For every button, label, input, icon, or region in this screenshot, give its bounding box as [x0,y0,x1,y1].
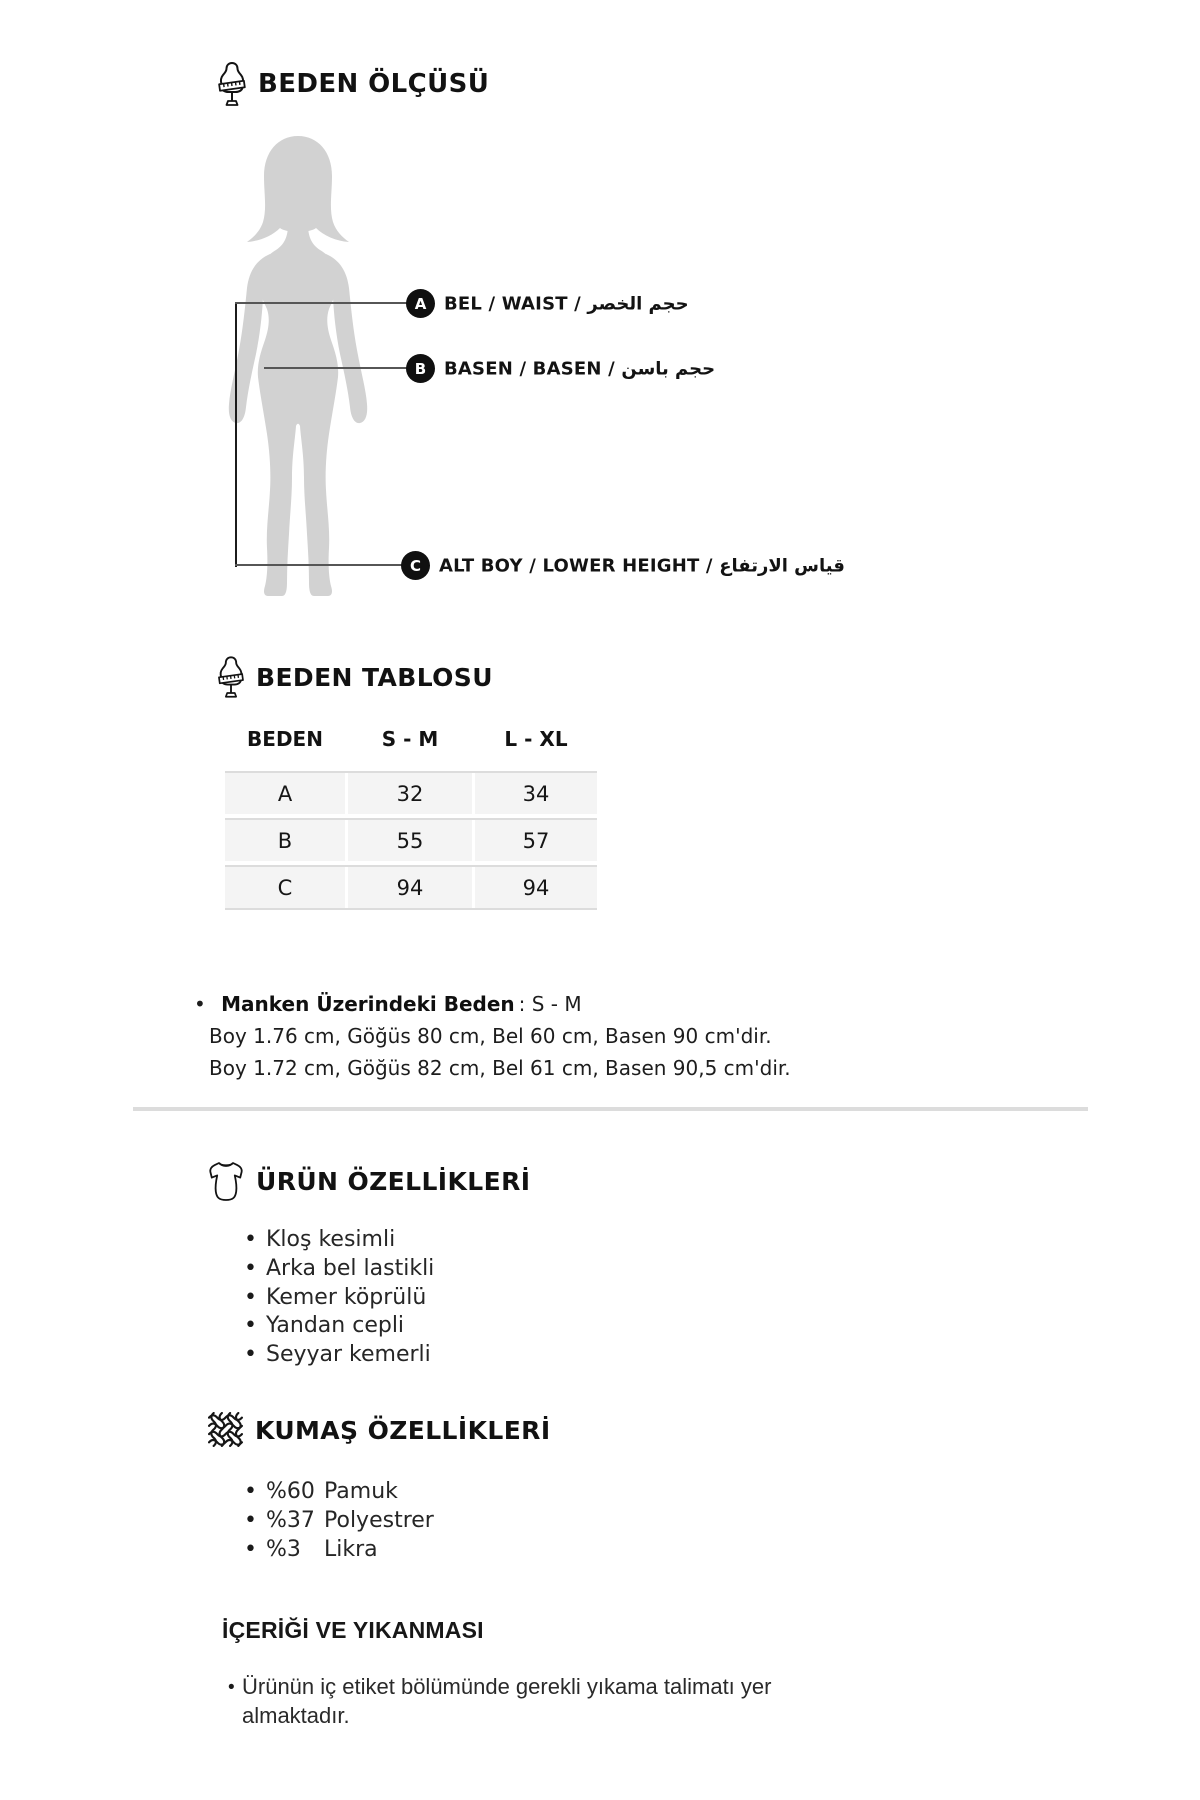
care-instructions: • Ürünün iç etiket bölümünde gerekli yıkama talimatı yer almaktadır. [228,1672,882,1730]
product-features-list [244,1226,434,1370]
table-row [225,865,597,910]
body-silhouette [200,130,396,600]
fabric-percent: %3 [266,1537,301,1562]
mannequin-icon [216,61,248,108]
table-row [225,818,597,861]
list-item: • Kemer köprülü [244,1284,434,1313]
list-item: • Yandan cepli [244,1312,434,1341]
tshirt-icon [206,1160,246,1202]
size-table [225,722,597,914]
row-label: B [225,820,345,861]
model-info [194,988,791,1084]
product-features-header [206,1158,530,1204]
value-sm: 94 [348,867,472,908]
fabric-features-header [208,1408,551,1452]
row-label: C [225,867,345,908]
size-table-header [216,652,493,702]
list-item: • Kloş kesimli [244,1226,434,1255]
measure-label-basen: BASEN / BASEN / حجم باسن [444,358,716,380]
size-measure-header [216,58,489,110]
table-row [225,771,597,814]
value-sm: 32 [348,773,472,814]
col-header-lxl: L - XL [504,727,568,751]
value-lxl: 34 [475,773,597,814]
list-item [244,1506,434,1535]
fabric-percent: %37 [266,1508,315,1533]
fabric-percent: %60 [266,1479,315,1504]
list-item [244,1535,434,1564]
badge-a: A [406,289,435,318]
section-title: BEDEN TABLOSU [256,662,493,692]
section-title: ÜRÜN ÖZELLİKLERİ [256,1166,531,1196]
fabric-name: Pamuk [324,1479,398,1504]
fabric-features-list [244,1477,434,1564]
list-item: • Arka bel lastikli [244,1255,434,1284]
col-header-sm: S - M [381,727,439,751]
mannequin-icon [216,655,246,700]
model-size-value: : S - M [518,992,582,1016]
row-label: A [225,773,345,814]
section-title: BEDEN ÖLÇÜSÜ [258,69,490,99]
list-item: • Seyyar kemerli [244,1341,434,1370]
fabric-weave-icon [208,1412,245,1449]
size-table-header-row [225,722,597,756]
section-title: KUMAŞ ÖZELLİKLERİ [255,1415,551,1445]
value-lxl: 57 [475,820,597,861]
model-size-line [194,988,791,1020]
fabric-name: Polyestrer [324,1508,434,1533]
badge-c: C [401,551,430,580]
model-measurements-line1: Boy 1.76 cm, Göğüs 80 cm, Bel 60 cm, Basen 90 cm'dir. [209,1024,772,1048]
measure-line-a [235,302,407,304]
measure-label-waist: BEL / WAIST / حجم الخصر [444,293,689,315]
model-size-label: Manken Üzerindeki Beden [221,992,515,1016]
model-measurements-line2: Boy 1.72 cm, Göğüs 82 cm, Bel 61 cm, Basen 90,5 cm'dir. [209,1056,791,1080]
list-item [244,1477,434,1506]
care-section-title: İÇERİĞİ VE YIKANMASI [222,1617,484,1643]
value-sm: 55 [348,820,472,861]
measure-line-c [235,564,402,566]
measure-label-lower-height: ALT BOY / LOWER HEIGHT / قياس الارتفاع [439,555,845,577]
measure-bracket [235,302,237,567]
measure-line-b [264,367,407,369]
badge-b: B [406,354,435,383]
col-header-beden: BEDEN [247,727,323,751]
fabric-name: Likra [324,1537,378,1562]
section-divider [133,1107,1088,1111]
value-lxl: 94 [475,867,597,908]
